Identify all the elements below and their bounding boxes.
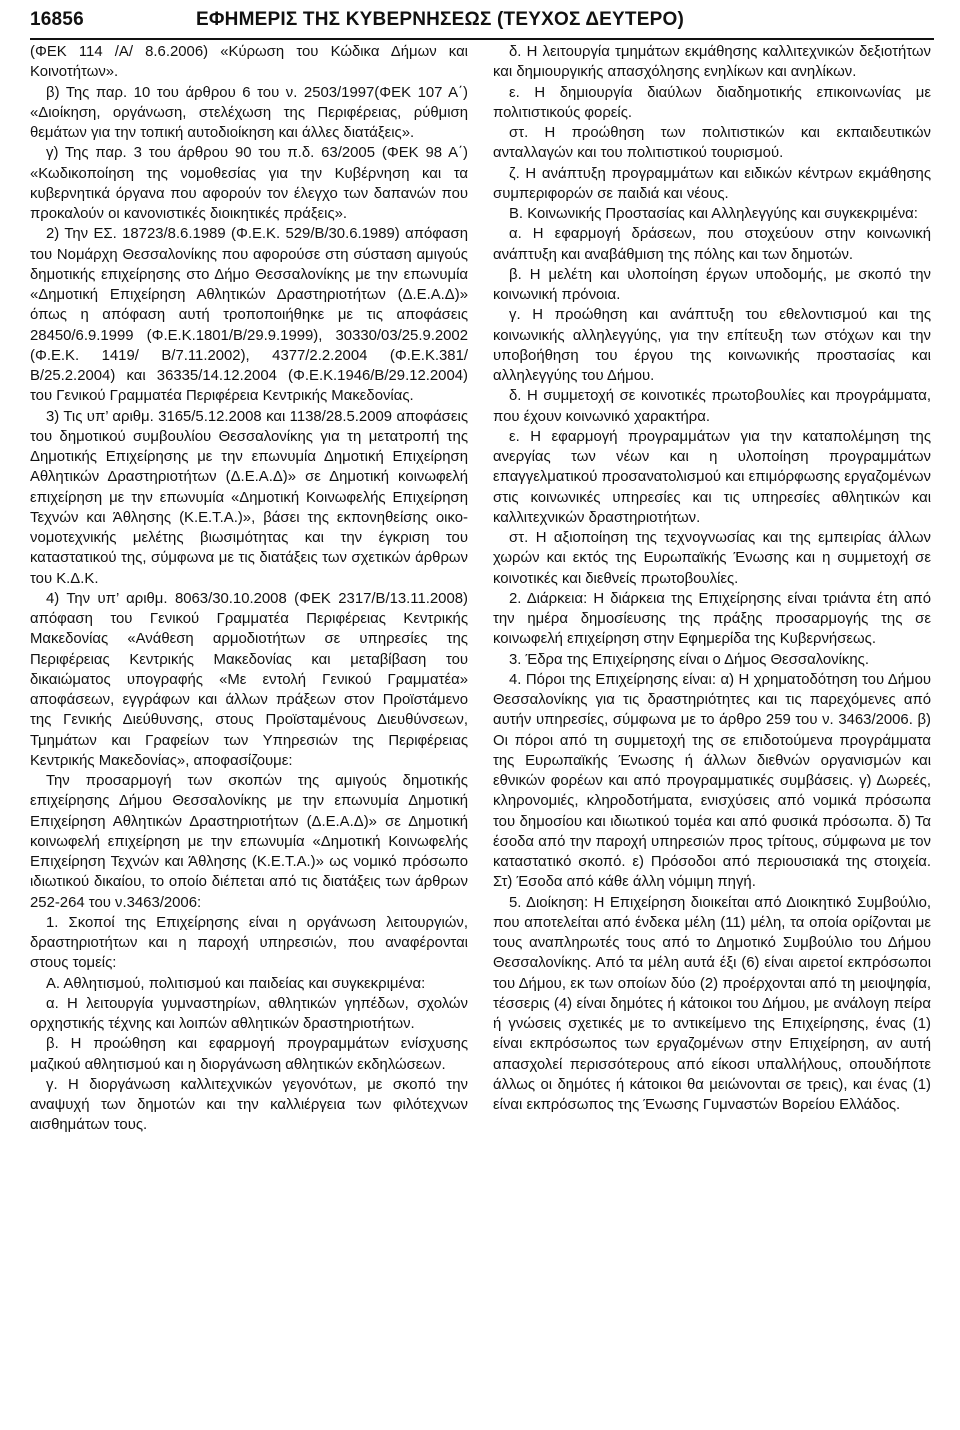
page-header — [30, 8, 934, 32]
paragraph: Β. Κοινωνικής Προστασίας και Αλληλεγγύης και συγκεκριμένα: — [509, 206, 918, 222]
paragraph: 3) Τις υπ’ αριθμ. 3165/5.12.2008 και 1138/28.5.2009 αποφάσεις του δημοτικού συμβουλίου Θεσσαλονίκης για τη μετατροπή της Δημοτικής Επιχείρησης με την επωνυμία Δημοτική Επιχείρηση Αθλητικών Δραστηριοτήτων (Δ.Ε.Α.Δ)» σε Δημοτική κοινωφελή επιχείρηση με την επωνυμία «Δημοτική Κοινωφελής Επιχείρηση Τεχνών και Άθλησης (Κ.Ε.Τ.Α.)», βάσει της εκπονηθείσης οικονομοτεχνικής μελέτης βιωσιμότητας και την έγκριση του καταστατικού της, σύμφωνα με τις διατάξεις των σχετικών άρθρων του Κ.Δ.Κ. — [30, 408, 468, 587]
paragraph: ζ. Η ανάπτυξη προγραμμάτων και ειδικών κέντρων εκμάθησης συμπεριφορών σε παιδιά και νέους. — [493, 165, 931, 202]
paragraph: 2. Διάρκεια: Η διάρκεια της Επιχείρησης είναι τριάντα έτη από την ημέρα δημοσίευσης της πράξης προσαρμογής της σε κοινωφελή επιχείρηση στην Εφημερίδα της Κυβερνήσεως. — [493, 590, 931, 648]
paragraph: α. Η εφαρμογή δράσεων, που στοχεύουν στην κοινωνική ανάπτυξη και αναβάθμιση της πόλης και των δημοτών. — [493, 226, 931, 263]
paragraph: ε. Η δημιουργία διαύλων διαδημοτικής επικοινωνίας με πολιτιστικούς φορείς. — [493, 84, 931, 121]
paragraph: 1. Σκοποί της Επιχείρησης είναι η οργάνωση λειτουργιών, δραστηριοτήτων και η παροχή υπηρεσιών, που αναφέρονται στους τομείς: — [30, 914, 468, 972]
paragraph: ε. Η εφαρμογή προγραμμάτων για την καταπολέμηση της ανεργίας των νέων και η υλοποίηση προγραμμάτων επαγγελματικού προσανατολισμού και επιμόρφωσης εργαζομένων στις κοινωνικές υπηρεσίες και τις υπηρεσίες αθλητικών και καλλιτεχνικών δραστηριοτήτων. — [493, 428, 931, 526]
paragraph: 2) Την ΕΣ. 18723/8.6.1989 (Φ.Ε.Κ. 529/Β/30.6.1989) απόφαση του Νομάρχη Θεσσαλονίκης που αφορούσε στη σύσταση αμιγούς δημοτικής επιχείρησης στο Δήμο Θεσσαλονίκης με την επωνυμία «Δημοτική Επιχείρηση Αθλητικών Δραστηριοτήτων (Δ.Ε.Α.Δ)» όπως η απόφαση αυτή τροποποιήθηκε με τις αποφάσεις 28450/6.9.1999 (Φ.Ε.Κ.1801/Β/29.9.1999), 30330/03/25.9.2002 (Φ.Ε.Κ. 1419/ Β/7.11.2002), 4377/2.2.2004 (Φ.Ε.Κ.381/Β/25.2.2004) και 36335/14.12.2004 (Φ.Ε.Κ.1946/Β/29.12.2004) του Γενικού Γραμματέα Περιφέρεια Κεντρικής Μακεδονίας. — [30, 226, 468, 405]
paragraph: 4. Πόροι της Επιχείρησης είναι: α) Η χρηματοδότηση του Δήμου Θεσσαλονίκης για τις δραστηριότητες και τις παρεχόμενες από αυτήν υπηρεσίες, σύμφωνα με το άρθρο 259 του ν. 3463/2006. β) Οι πόροι από τη συμμετοχή της σε επιδοτούμενα προγράμματα της Ευρωπαϊκής Ένωσης ή άλλων διεθνών οργανισμών και εθνικών φορέων και από προγραμματικές συμβάσεις. γ) Δωρεές, κληρονομιές, κληροδοτήματα, ενισχύσεις από νομικά πρόσωπα του δημοσίου και ιδιωτικού τομέα και από φυσικά πρόσωπα. δ) Τα έσοδα από την παροχή υπηρεσιών προς τρίτους, σύμφωνα με τον καταστατικό σκοπό. ε) Πρόσοδοι από περιουσιακά της στοιχεία. Στ) Έσοδα από κάθε άλλη νόμιμη πηγή. — [493, 671, 931, 891]
header-rule — [30, 38, 934, 40]
paragraph: γ. Η διοργάνωση καλλιτεχνικών γεγονότων, με σκοπό την αναψυχή των δημοτών και την καλλιέργεια των φιλότεχνων αισθημάτων τους. — [30, 1076, 468, 1134]
paragraph: στ. Η αξιοποίηση της τεχνογνωσίας και της εμπειρίας άλλων χωρών και εκτός της Ευρωπαϊκής Ένωσης και η συμμετοχή σε κοινοτικές και διεθνείς πρωτοβουλίες. — [493, 530, 931, 587]
paragraph: β. Η μελέτη και υλοποίηση έργων υποδομής, με σκοπό την κοινωνική πρόνοια. — [493, 266, 931, 303]
paragraph: Α. Αθλητισμού, πολιτισμού και παιδείας και συγκεκριμένα: — [46, 975, 426, 992]
left-column — [30, 42, 468, 1136]
paragraph: δ. Η λειτουργία τμημάτων εκμάθησης καλλιτεχνικών δεξιοτήτων και δημιουργικής απασχόλησης ενηλίκων και ανηλίκων. — [493, 44, 931, 81]
paragraph: 4) Την υπ’ αριθμ. 8063/30.10.2008 (ΦΕΚ 2317/Β/13.11.2008) απόφαση του Γενικού Γραμματέα Περιφέρειας Κεντρικής Μακεδονίας «Ανάθεση αρμοδιοτήτων σε υπηρεσίες της Περιφέρειας Κεντρικής Μακεδονίας και μεταβίβαση του δικαιώματος υπογραφής «Με εντολή Γενικού Γραμματέα» αποφάσεων, εγγράφων και άλλων πράξεων στον Προϊστάμενο της Γενικής Διεύθυνσης, στους Προϊσταμένους Διευθύνσεων, Τμημάτων και Γραφείων των Υπηρεσιών της Περιφέρειας Κεντρικής Μακεδονίας», αποφασίζουμε: — [30, 590, 468, 769]
paragraph: β) Της παρ. 10 του άρθρου 6 του ν. 2503/1997(ΦΕΚ 107 Α΄) «Διοίκηση, οργάνωση, στελέχωση της Περιφέρειας, ρύθμιση θεμάτων για την τοπική αυτοδιοίκηση και άλλες διατάξεις». — [30, 84, 468, 141]
paragraph: β. Η προώθηση και εφαρμογή προγραμμάτων ενίσχυσης μαζικού αθλητισμού και η διοργάνωση αθλητικών εκδηλώσεων. — [30, 1036, 468, 1073]
paragraph: στ. Η προώθηση των πολιτιστικών και εκπαιδευτικών ανταλλαγών και του πολιτιστικού τουρισμού. — [493, 125, 931, 162]
right-column — [493, 42, 931, 1115]
page-number: 16856 — [30, 9, 84, 30]
paragraph: γ. Η προώθηση και ανάπτυξη του εθελοντισμού και της κοινωνικής αλληλεγγύης, για την επίτευξη των στόχων και την υποβοήθηση του έργου της κοινωνικής προστασίας και αλληλεγγύης του Δήμου. — [493, 307, 931, 384]
paragraph: 5. Διοίκηση: Η Επιχείρηση διοικείται από Διοικητικό Συμβούλιο, που αποτελείται από ένδεκα μέλη (11) μέλη, τα οποία ορίζονται με τους αναπληρωτές τους από το Δημοτικό Συμβούλιο του Δήμου Θεσσαλονίκης. Από τα μέλη αυτά έξι (6) είναι αιρετοί εκπρόσωποι του Δήμου, εκ των οποίων δύο (2) προέρχονται από τη μειοψηφία, τέσσερις (4) είναι δημότες ή κάτοικοι του Δήμου, με ανάλογη πείρα ή γνώσεις σχετικές με το αντικείμενο της Επιχείρησης, ένας (1) είναι εκπρόσωπος των εργαζομένων στην Επιχείρηση, αν αυτή απασχολεί περισσότερους από είκοσι υπαλλήλους, οπουδήποτε άλλως οι δημότες ή κάτοικοι θα μειώνονται σε τρεις), και ένας (1) είναι εκπρόσωπος της Ένωσης Γυμναστών Βορείου Ελλάδος. — [493, 894, 931, 1113]
paragraph: (ΦΕΚ 114 /Α/ 8.6.2006) «Κύρωση του Κώδικα Δήμων και Κοινοτήτων». — [30, 44, 468, 81]
gazette-title: ΕΦΗΜΕΡΙΣ ΤΗΣ ΚΥΒΕΡΝΗΣΕΩΣ (ΤΕΥΧΟΣ ΔΕΥΤΕΡΟ) — [196, 9, 684, 30]
paragraph: γ) Της παρ. 3 του άρθρου 90 του π.δ. 63/2005 (ΦΕΚ 98 Α΄) «Κωδικοποίηση της νομοθεσίας για την Κυβέρνηση και τα κυβερνητικά όργανα που αφορούν τον έλεγχο των δαπανών που προκαλούν οι κανονιστικές διοικητικές πράξεις». — [30, 145, 468, 222]
paragraph: 3. Έδρα της Επιχείρησης είναι ο Δήμος Θεσσαλονίκης. — [509, 651, 869, 668]
paragraph: δ. Η συμμετοχή σε κοινοτικές πρωτοβουλίες και προγράμματα, που έχουν κοινωνικό χαρακτήρα. — [493, 388, 931, 425]
paragraph: α. Η λειτουργία γυμναστηρίων, αθλητικών γηπέδων, σχολών ορχηστικής τέχνης και λοιπών αθλητικών δραστηριοτήτων. — [30, 995, 468, 1032]
paragraph: Την προσαρμογή των σκοπών της αμιγούς δημοτικής επιχείρησης Δήμου Θεσσαλονίκης με την επωνυμία Δημοτική Επιχείρηση Αθλητικών Δραστηριοτήτων (Δ.Ε.Α.Δ)» σε Δημοτική κοινωφελή επιχείρηση με την επωνυμία «Δημοτική Κοινωφελής Επιχείρηση Τεχνών και Άθλησης (Κ.Ε.Τ.Α.)» ως νομικό πρόσωπο ιδιωτικού δικαίου, το οποίο διέπεται από τις διατάξεις των άρθρων 252-264 του ν.3463/2006: — [30, 773, 468, 911]
